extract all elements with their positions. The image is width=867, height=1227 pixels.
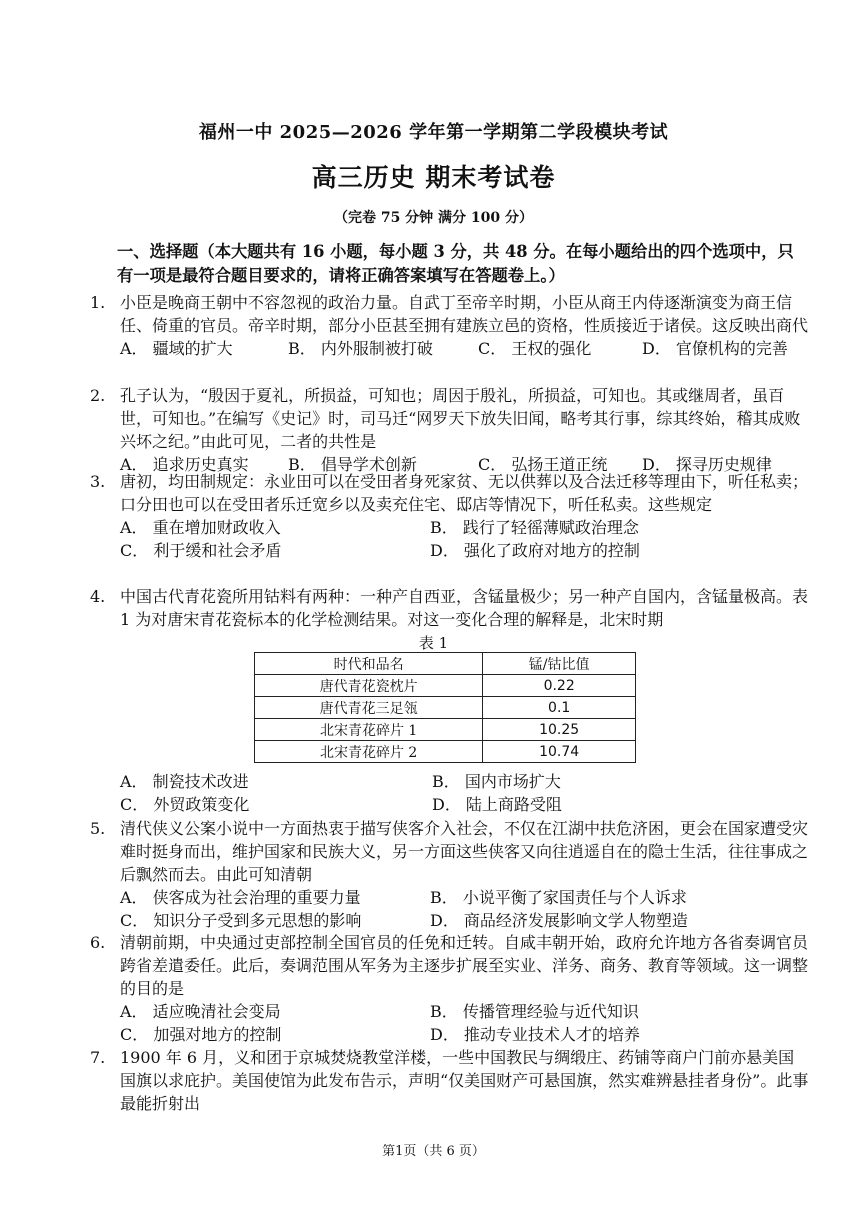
question-number: 2. <box>90 386 106 405</box>
option-d: D． 强化了政府对地方的控制 <box>430 541 640 560</box>
option-a: A． 重在增加财政收入 <box>120 518 281 537</box>
question-5 <box>90 817 810 932</box>
question-stem: 清朝前期，中央通过吏部控制全国官员的任免和迁转。自咸丰朝开始，政府允许地方各省奏调官员跨省差遣委任。此后，奏调范围从军务为主逐步扩展至实业、洋务、商务、教育等领域。这一调整的目的是 <box>120 933 809 998</box>
option-a: A． 适应晚清社会变局 <box>120 1002 281 1021</box>
question-stem: 清代侠义公案小说中一方面热衷于描写侠客介入社会，不仅在江湖中扶危济困，更会在国家遭受灾难时挺身而出，维护国家和民族大义，另一方面这些侠客又向往逍遥自在的隐士生活，往往事成之后飘然而去。由此可知清朝 <box>120 819 809 884</box>
question-stem: 唐初，均田制规定：永业田可以在受田者身死家贫、无以供葬以及合法迁移等理由下，听任私卖；口分田也可以在受田者乐迁宽乡以及卖充住宅、邸店等情况下，听任私卖。这些规定 <box>120 472 809 514</box>
table-row <box>255 675 636 697</box>
option-c: C． 加强对地方的控制 <box>120 1025 282 1044</box>
question-7 <box>90 1046 810 1115</box>
table-header-cell: 锰/钴比值 <box>483 653 636 675</box>
data-table <box>254 652 636 763</box>
option-d: D． 官僚机构的完善 <box>642 339 788 358</box>
question-options-row-2 <box>120 1023 810 1046</box>
option-a: A． 侠客成为社会治理的重要力量 <box>120 888 361 907</box>
table-row <box>255 741 636 763</box>
question-options-row-1 <box>120 886 810 909</box>
option-a: A． 制瓷技术改进 <box>120 772 249 791</box>
table-row <box>255 719 636 741</box>
table-cell: 北宋青花碎片 1 <box>255 719 483 741</box>
question-options-row-1 <box>120 1000 810 1023</box>
option-b: B． 传播管理经验与近代知识 <box>430 1002 639 1021</box>
school-exam-line: 福州一中 2025—2026 学年第一学期第二学段模块考试 <box>198 122 669 143</box>
question-stem: 中国古代青花瓷所用钴料有两种：一种产自西亚，含锰量极少；另一种产自国内，含锰量极高。表 1 为对唐宋青花瓷标本的化学检测结果。对这一变化合理的解释是，北宋时期 <box>120 587 809 629</box>
option-b: B． 小说平衡了家国责任与个人诉求 <box>430 888 687 907</box>
question-4-options <box>90 770 810 816</box>
option-d: D． 陆上商路受阻 <box>432 795 562 814</box>
table-row <box>255 697 636 719</box>
table-header-cell: 时代和品名 <box>255 653 483 675</box>
question-1 <box>90 291 810 360</box>
table-cell: 北宋青花碎片 2 <box>255 741 483 763</box>
question-2 <box>90 384 810 476</box>
exam-meta: （完卷 75 分钟 满分 100 分） <box>333 210 534 226</box>
question-number: 6. <box>90 933 106 952</box>
question-options <box>120 337 810 360</box>
table-cell: 唐代青花三足瓴 <box>255 697 483 719</box>
question-options-row-2 <box>120 793 810 816</box>
question-options-row-1 <box>120 770 810 793</box>
question-stem: 小臣是晚商王朝中不容忽视的政治力量。自武丁至帝辛时期，小臣从商王内侍逐渐演变为商王信任、倚重的官员。帝辛时期，部分小臣甚至拥有建族立邑的资格，性质接近于诸侯。这反映出商代 <box>120 293 809 335</box>
table-cell: 唐代青花瓷枕片 <box>255 675 483 697</box>
question-number: 1. <box>90 293 106 312</box>
table-caption: 表 1 <box>418 634 449 652</box>
option-d: D． 探寻历史规律 <box>642 455 772 474</box>
option-c: C． 利于缓和社会矛盾 <box>120 541 282 560</box>
option-c: C． 知识分子受到多元思想的影响 <box>120 911 362 930</box>
option-d: D． 商品经济发展影响文学人物塑造 <box>430 911 688 930</box>
exam-title: 高三历史 期末考试卷 <box>311 163 556 192</box>
option-c: C． 外贸政策变化 <box>120 795 250 814</box>
question-4 <box>90 585 810 631</box>
table-header-row <box>255 653 636 675</box>
question-stem: 1900 年 6 月，义和团于京城焚烧教堂洋楼，一些中国教民与绸缎庄、药铺等商户门前亦悬美国国旗以求庇护。美国使馆为此发布告示，声明“仅美国财产可悬国旗，然实难辨悬挂者身份”。此事最能折射出 <box>120 1048 809 1113</box>
option-c: C． 王权的强化 <box>478 339 592 358</box>
option-b: B． 践行了轻徭薄赋政治理念 <box>430 518 639 537</box>
option-b: B． 内外服制被打破 <box>288 339 433 358</box>
question-3 <box>90 470 810 562</box>
table-cell: 10.74 <box>483 741 636 763</box>
question-number: 3. <box>90 472 106 491</box>
question-6 <box>90 931 810 1046</box>
option-c: C． 弘扬王道正统 <box>478 455 608 474</box>
page-footer: 第1页（共 6 页） <box>382 1144 485 1159</box>
question-stem: 孔子认为，“殷因于夏礼，所损益，可知也；周因于殷礼，所损益，可知也。其或继周者，虽百世，可知也。”在编写《史记》时，司马迁“网罗天下放失旧闻，略考其行事，综其终始，稽其成败兴坏之纪。”由此可见，二者的共性是 <box>120 386 801 451</box>
table-cell: 0.22 <box>483 675 636 697</box>
table-cell: 0.1 <box>483 697 636 719</box>
option-a: A． 追求历史真实 <box>120 455 249 474</box>
question-number: 7. <box>90 1048 106 1067</box>
table-cell: 10.25 <box>483 719 636 741</box>
option-d: D． 推动专业技术人才的培养 <box>430 1025 640 1044</box>
question-number: 5. <box>90 819 106 838</box>
section-heading: 一、选择题（本大题共有 16 小题，每小题 3 分，共 48 分。在每小题给出的四个选项中，只有一项是最符合题目要求的，请将正确答案填写在答题卷上。） <box>117 242 794 285</box>
question-options-row-1 <box>120 516 810 539</box>
question-options-row-2 <box>120 909 810 932</box>
question-number: 4. <box>90 587 106 606</box>
option-b: B． 国内市场扩大 <box>432 772 561 791</box>
option-b: B． 倡导学术创新 <box>288 455 417 474</box>
question-options-row-2 <box>120 539 810 562</box>
option-a: A． 疆域的扩大 <box>120 339 233 358</box>
